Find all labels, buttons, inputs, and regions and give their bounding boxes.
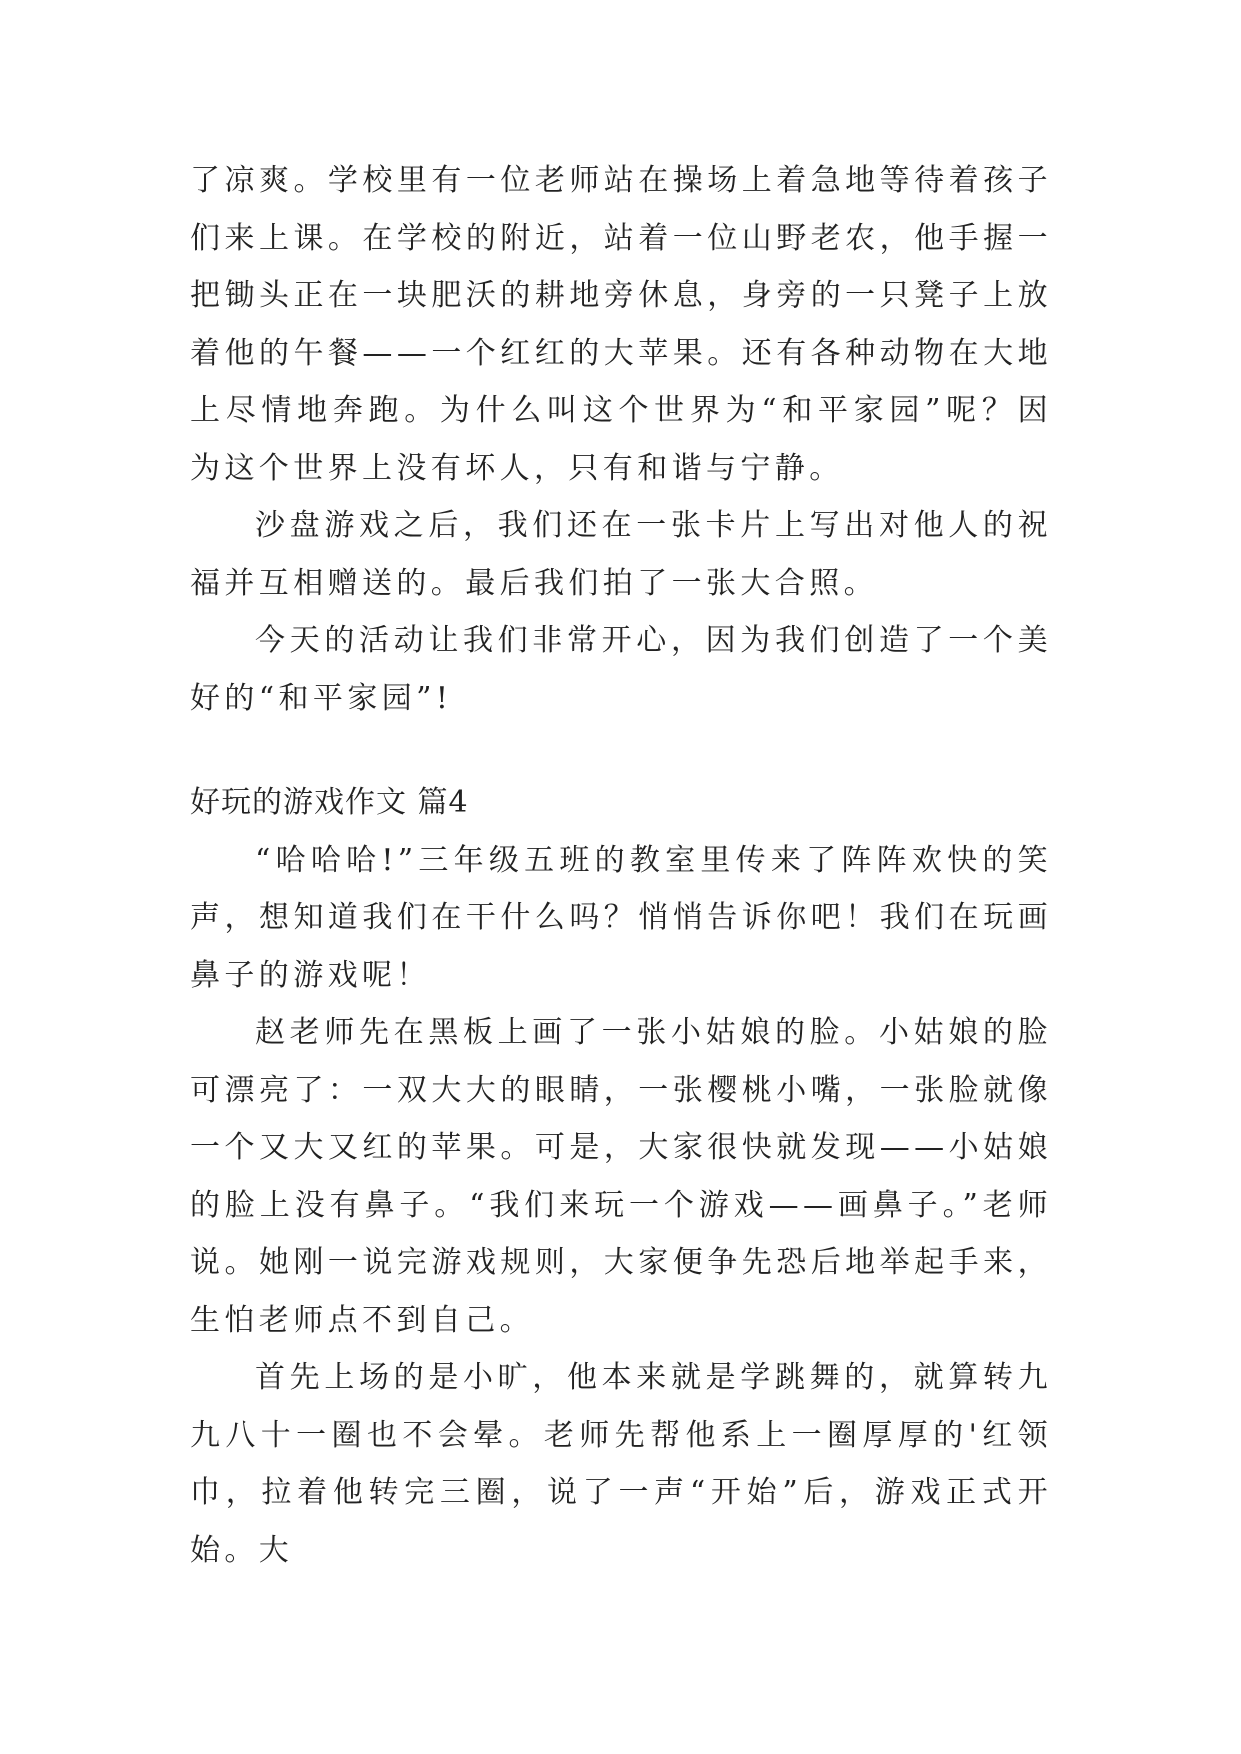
paragraph-first-player: 首先上场的是小旷，他本来就是学跳舞的，就算转九九八十一圈也不会晕。老师先帮他系上一圈厚厚的'红领巾，拉着他转完三圈，说了一声“开始”后，游戏正式开始。大 — [190, 1360, 1052, 1568]
paragraph-intro: “哈哈哈!”三年级五班的教室里传来了阵阵欢快的笑声，想知道我们在干什么吗？悄悄告诉你吧！我们在玩画鼻子的游戏呢！ — [190, 842, 1052, 993]
paragraph-continued: 了凉爽。学校里有一位老师站在操场上着急地等待着孩子们来上课。在学校的附近，站着一位山野老农，他手握一把锄头正在一块肥沃的耕地旁休息，身旁的一只凳子上放着他的午餐——一个红红的大苹果。还有各种动物在大地上尽情地奔跑。为什么叫这个世界为“和平家园”呢？因为这个世界上没有坏人，只有和谐与宁静。 — [190, 163, 1052, 486]
paragraph-teacher-drawing: 赵老师先在黑板上画了一张小姑娘的脸。小姑娘的脸可漂亮了：一双大大的眼睛，一张樱桃小嘴，一张脸就像一个又大又红的苹果。可是，大家很快就发现——小姑娘的脸上没有鼻子。“我们来玩一个游戏——画鼻子。”老师说。她刚一说完游戏规则，大家便争先恐后地举起手来，生怕老师点不到自己。 — [190, 1015, 1052, 1338]
paragraph-conclusion: 今天的活动让我们非常开心，因为我们创造了一个美好的“和平家园”! — [190, 623, 1052, 716]
paragraph-sandbox-cards: 沙盘游戏之后，我们还在一张卡片上写出对他人的祝福并互相赠送的。最后我们拍了一张大合照。 — [190, 508, 1052, 601]
document-body — [190, 152, 1052, 1579]
section-heading: 好玩的游戏作文 篇4 — [190, 785, 469, 820]
